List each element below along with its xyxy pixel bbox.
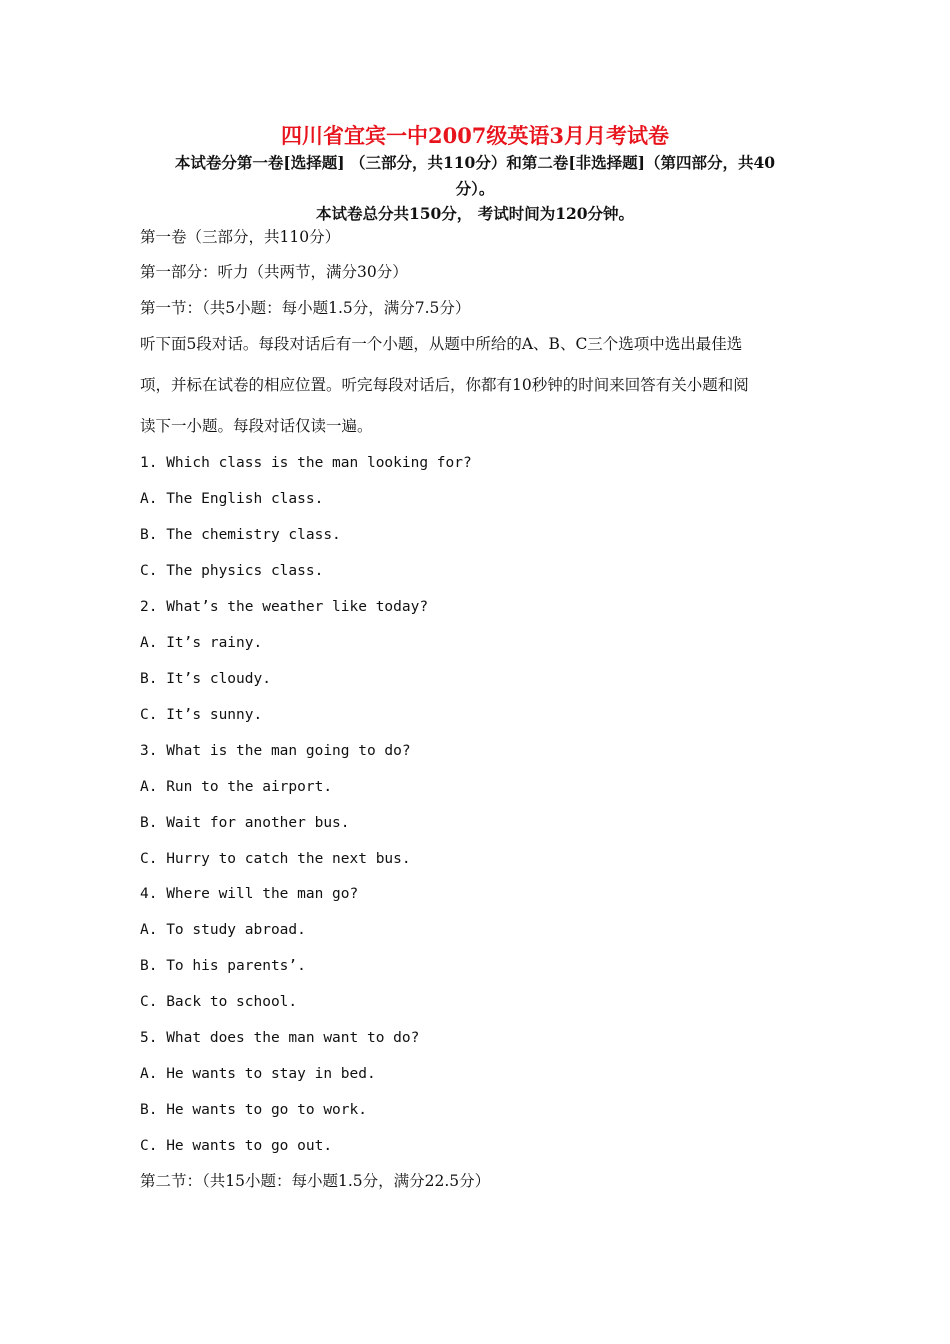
option-c: C. He wants to go out.: [140, 1138, 333, 1154]
question-text: 2. What’s the weather like today?: [140, 599, 429, 615]
exam-title: 四川省宜宾一中2007级英语3月月考试卷: [280, 123, 670, 148]
instructions-line-2: 项，并标在试卷的相应位置。听完每段对话后，你都有10秒钟的时间来回答有关小题和阅: [140, 376, 749, 394]
volume-1-heading: 第一卷（三部分，共110分）: [140, 228, 341, 246]
option-a: A. The English class.: [140, 491, 324, 507]
option-c: C. The physics class.: [140, 563, 324, 579]
option-b: B. Wait for another bus.: [140, 815, 350, 831]
instructions-line-1: 听下面5段对话。每段对话后有一个小题，从题中所给的A、B、C三个选项中选出最佳选: [140, 335, 743, 353]
intro-line-3: 本试卷总分共150分， 考试时间为120分钟。: [315, 204, 635, 223]
intro-line-1: 本试卷分第一卷[选择题] （三部分，共110分）和第二卷[非选择题]（第四部分，共40: [174, 153, 776, 172]
option-a: A. Run to the airport.: [140, 779, 333, 795]
question-text: 1. Which class is the man looking for?: [140, 455, 472, 471]
question-text: 5. What does the man want to do?: [140, 1030, 420, 1046]
option-b: B. He wants to go to work.: [140, 1102, 367, 1118]
option-c: C. Back to school.: [140, 994, 298, 1010]
option-a: A. He wants to stay in bed.: [140, 1066, 376, 1082]
section-1-heading: 第一节：（共5小题：每小题1.5分，满分7.5分）: [140, 299, 471, 317]
option-a: A. It’s rainy.: [140, 635, 263, 651]
section-2-heading: 第二节：（共15小题：每小题1.5分，满分22.5分）: [140, 1172, 491, 1190]
question-text: 4. Where will the man go?: [140, 886, 359, 902]
option-c: C. It’s sunny.: [140, 707, 263, 723]
intro-line-2: 分）。: [455, 179, 495, 198]
option-c: C. Hurry to catch the next bus.: [140, 851, 411, 867]
option-b: B. To his parents’.: [140, 958, 306, 974]
part-1-heading: 第一部分：听力（共两节，满分30分）: [140, 263, 408, 281]
option-a: A. To study abroad.: [140, 922, 306, 938]
option-b: B. The chemistry class.: [140, 527, 341, 543]
question-text: 3. What is the man going to do?: [140, 743, 411, 759]
option-b: B. It’s cloudy.: [140, 671, 271, 687]
instructions-line-3: 读下一小题。每段对话仅读一遍。: [140, 417, 373, 435]
